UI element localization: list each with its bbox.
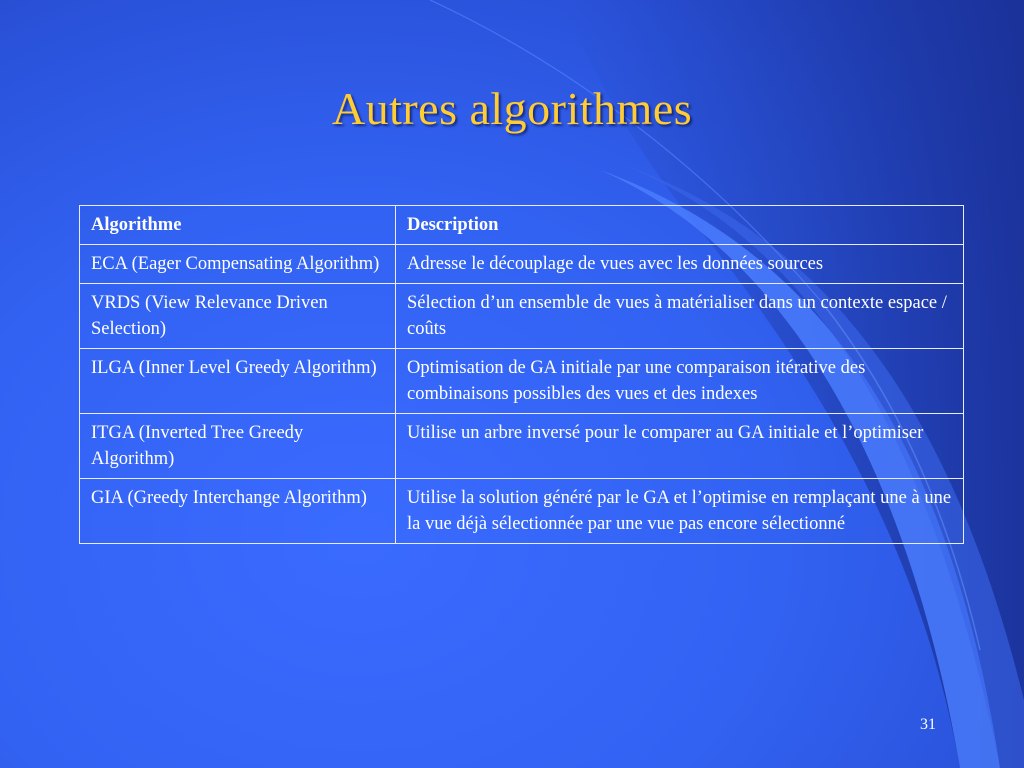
algorithm-cell: ECA (Eager Compensating Algorithm) <box>80 245 396 284</box>
description-cell: Adresse le découplage de vues avec les données sources <box>396 245 964 284</box>
table-row <box>80 284 964 349</box>
slide-title: Autres algorithmes <box>331 83 693 134</box>
slide-number: 31 <box>920 716 936 733</box>
algorithms-table <box>79 205 964 544</box>
description-cell: Optimisation de GA initiale par une comparaison itérative des combinaisons possibles des vues et des indexes <box>396 349 964 414</box>
description-cell: Utilise la solution généré par le GA et l’optimise en remplaçant une à une la vue déjà sélectionnée par une vue pas encore sélectionné <box>396 479 964 544</box>
table-row <box>80 479 964 544</box>
description-cell: Utilise un arbre inversé pour le comparer au GA initiale et l’optimiser <box>396 414 964 479</box>
table-row <box>80 414 964 479</box>
column-header-algorithm: Algorithme <box>80 206 396 245</box>
table-header-row <box>80 206 964 245</box>
description-cell: Sélection d’un ensemble de vues à matérialiser dans un contexte espace / coûts <box>396 284 964 349</box>
table-row <box>80 349 964 414</box>
algorithm-cell: VRDS (View Relevance Driven Selection) <box>80 284 396 349</box>
table-row <box>80 245 964 284</box>
algorithm-cell: ILGA (Inner Level Greedy Algorithm) <box>80 349 396 414</box>
algorithm-cell: GIA (Greedy Interchange Algorithm) <box>80 479 396 544</box>
column-header-description: Description <box>396 206 964 245</box>
algorithm-cell: ITGA (Inverted Tree Greedy Algorithm) <box>80 414 396 479</box>
